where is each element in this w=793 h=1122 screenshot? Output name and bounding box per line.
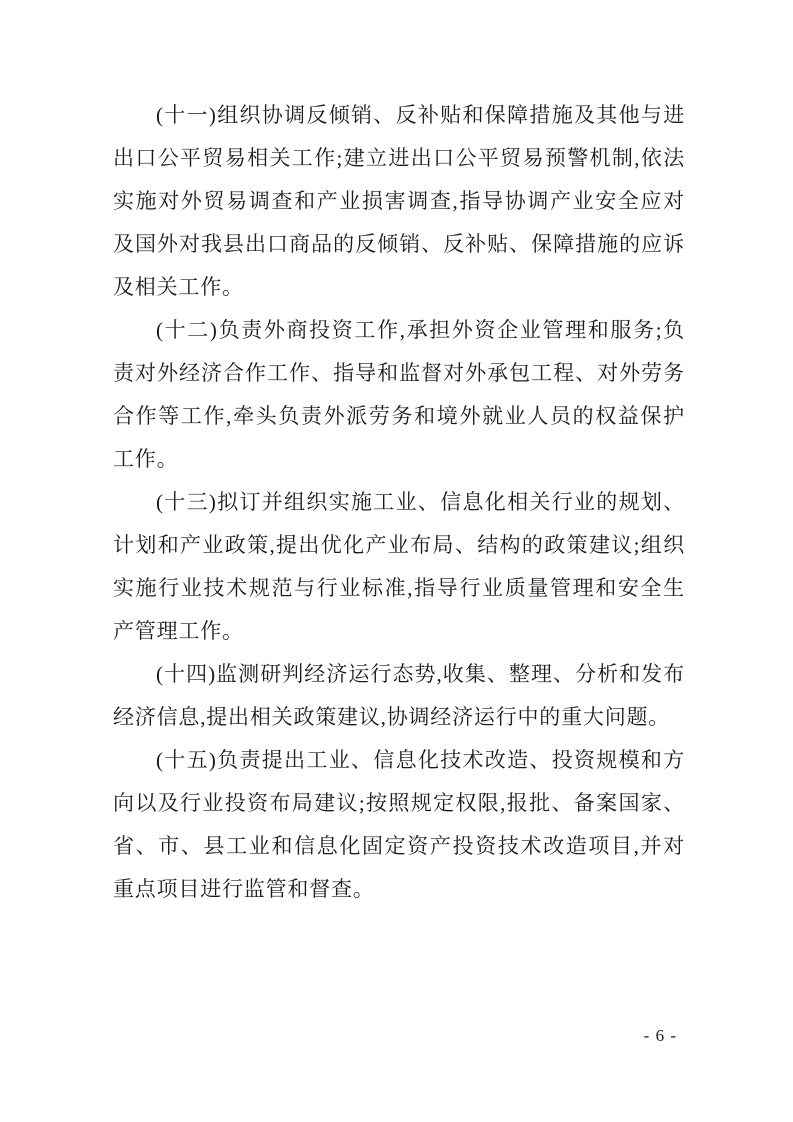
- document-body: [113, 94, 685, 911]
- paragraph-item-15: (十五)负责提出工业、信息化技术改造、投资规模和方向以及行业投资布局建议;按照规定权限,报批、备案国家、省、市、县工业和信息化固定资产投资技术改造项目,并对重点项目进行监管和督查。: [113, 748, 685, 901]
- page-number: - 6 -: [643, 1026, 677, 1045]
- paragraph-item-14: (十四)监测研判经济运行态势,收集、整理、分析和发布经济信息,提出相关政策建议,协调经济运行中的重大问题。: [113, 662, 685, 729]
- paragraph-item-11: (十一)组织协调反倾销、反补贴和保障措施及其他与进出口公平贸易相关工作;建立进出口公平贸易预警机制,依法实施对外贸易调查和产业损害调查,指导协调产业安全应对及国外对我县出口商品的反倾销、反补贴、保障措施的应诉及相关工作。: [113, 103, 685, 299]
- paragraph-item-13: (十三)拟订并组织实施工业、信息化相关行业的规划、计划和产业政策,提出优化产业布局、结构的政策建议;组织实施行业技术规范与行业标准,指导行业质量管理和安全生产管理工作。: [113, 490, 685, 643]
- paragraph-item-12: (十二)负责外商投资工作,承担外资企业管理和服务;负责对外经济合作工作、指导和监督对外承包工程、对外劳务合作等工作,牵头负责外派劳务和境外就业人员的权益保护工作。: [113, 318, 685, 471]
